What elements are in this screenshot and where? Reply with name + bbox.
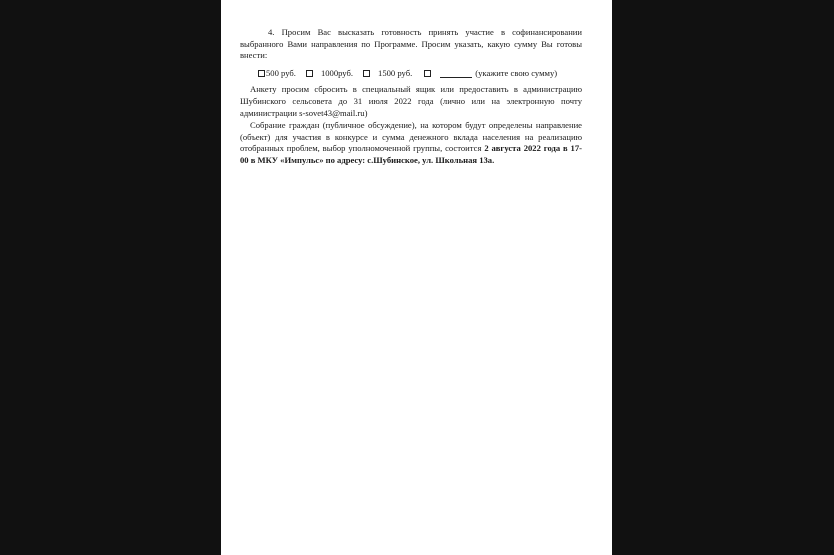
option-1000[interactable] bbox=[306, 68, 353, 80]
document-page bbox=[221, 0, 612, 555]
option-1500-label: 1500 руб. bbox=[378, 67, 413, 78]
custom-amount-blank[interactable] bbox=[440, 69, 472, 78]
custom-amount-hint: (укажите свою сумму) bbox=[475, 67, 558, 78]
checkbox-1500[interactable] bbox=[363, 70, 370, 77]
option-500-label: 500 руб. bbox=[266, 67, 296, 78]
paragraph-cofinancing-request: 4. Просим Вас высказать готовность принять участие в софинансировании выбранного Вами направления по Программе. Просим указать, какую сумму Вы готовы внести: bbox=[240, 27, 582, 61]
checkbox-custom[interactable] bbox=[424, 70, 431, 77]
option-1000-label: 1000руб. bbox=[320, 67, 354, 78]
amount-options bbox=[258, 68, 582, 80]
paragraph-submission: Анкету просим сбросить в специальный ящик или предоставить в администрацию Шубинского сельсовета до 31 июля 2022 года (лично или на электронную почту администрации s-sovet43@mail.ru) bbox=[240, 84, 582, 118]
paragraph-meeting bbox=[240, 120, 582, 166]
option-500[interactable] bbox=[258, 68, 296, 80]
page-content bbox=[240, 27, 582, 167]
meeting-date-location: 2 августа 2022 года в 17-00 в МКУ «Импульс» по адресу: с.Шубинское, ул. Школьная 13а. bbox=[240, 143, 583, 165]
checkbox-500[interactable] bbox=[258, 70, 265, 77]
checkbox-1000[interactable] bbox=[306, 70, 313, 77]
option-1500[interactable] bbox=[363, 68, 412, 80]
option-custom[interactable] bbox=[424, 68, 557, 80]
meeting-text: Собрание граждан (публичное обсуждение), на котором будут определены направление (объект) для участия в конкурсе и сумма денежного вклада населения на реализацию отобранных проблем, выбор уполномоченной группы, состоится bbox=[240, 120, 582, 154]
